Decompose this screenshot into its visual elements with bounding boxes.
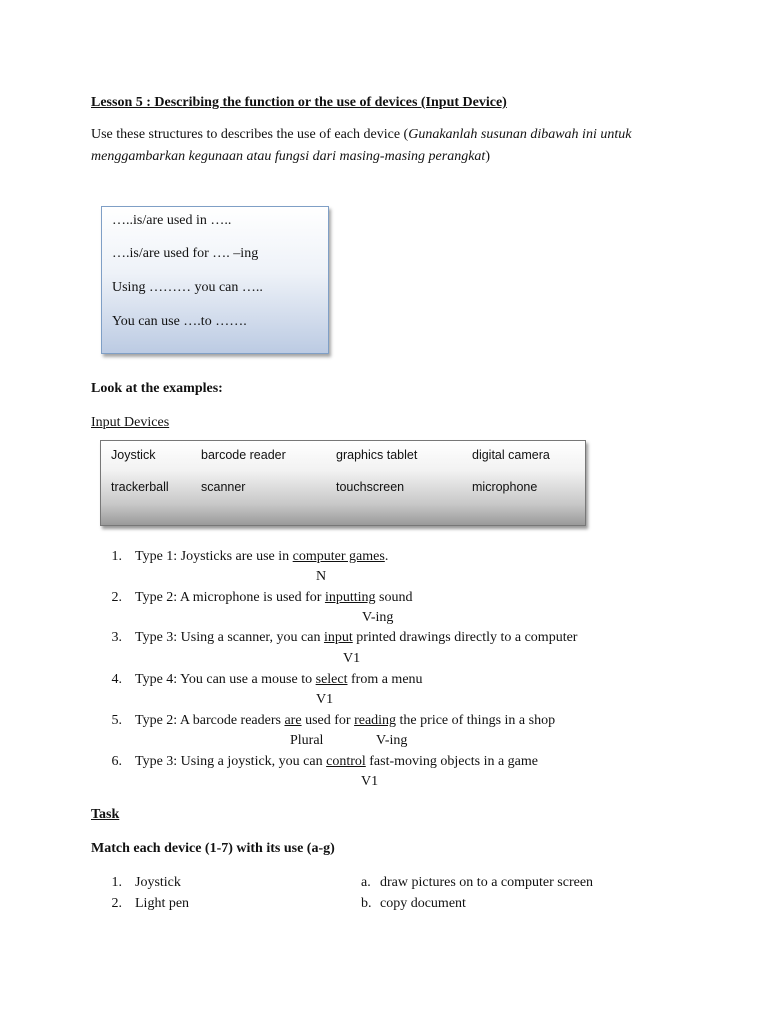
list-number: 1.	[111, 549, 122, 564]
structure-line: You can use ….to …….	[112, 314, 247, 329]
device-cell: digital camera	[472, 448, 550, 462]
example-underlined: control	[326, 754, 366, 769]
list-number: 1.	[111, 875, 122, 890]
structure-line: Using ……… you can …..	[112, 280, 263, 295]
lesson-heading: Lesson 5 : Describing the function or the use of devices (Input Device)	[91, 95, 507, 110]
examples-heading: Look at the examples:	[91, 381, 223, 396]
example-text: used for	[301, 713, 355, 728]
intro-line-1	[91, 127, 631, 143]
list-number: 4.	[111, 672, 122, 687]
intro-text: Use these structures to describes the use of each device (	[91, 127, 409, 142]
device-cell: trackerball	[111, 480, 169, 494]
match-use: draw pictures on to a computer screen	[380, 875, 594, 890]
list-number: 2.	[111, 590, 122, 605]
example-sentence	[135, 754, 538, 770]
example-underlined: inputting	[324, 590, 376, 605]
list-number: 5.	[111, 713, 122, 728]
example-text: Type 2: A barcode readers	[135, 713, 285, 728]
word-class-tag: V-ing	[362, 610, 394, 625]
word-class-tag: V1	[361, 774, 379, 789]
devices-box	[100, 440, 586, 526]
example-underlined: reading	[354, 713, 397, 728]
example-underlined: select	[315, 672, 348, 687]
match-use: copy document	[380, 896, 466, 911]
word-class-tag: V1	[343, 651, 361, 666]
example-text: Type 3: Using a joystick, you can	[135, 754, 327, 769]
intro-close: )	[485, 149, 490, 164]
example-text: Type 3: Using a scanner, you can	[135, 630, 324, 645]
example-underlined: are	[284, 713, 302, 728]
structures-box	[101, 206, 329, 354]
example-text: Type 2: A microphone is used for	[135, 590, 325, 605]
match-device: Joystick	[135, 875, 181, 890]
match-device: Light pen	[135, 896, 190, 911]
example-sentence	[135, 713, 555, 729]
example-text: printed drawings directly to a computer	[352, 630, 578, 645]
match-letter: b.	[361, 896, 372, 911]
list-number: 2.	[111, 896, 122, 911]
device-cell: barcode reader	[201, 448, 286, 462]
match-letter: a.	[361, 875, 371, 890]
example-sentence	[135, 590, 412, 606]
example-text: Type 1: Joysticks are use in	[135, 549, 293, 564]
structure-line: …..is/are used in …..	[112, 213, 232, 228]
list-number: 3.	[111, 630, 122, 645]
match-heading: Match each device (1-7) with its use (a-g)	[91, 841, 335, 856]
device-cell: graphics tablet	[336, 448, 418, 462]
intro-line-2	[91, 149, 490, 165]
example-text: from a menu	[347, 672, 423, 687]
device-cell: touchscreen	[336, 480, 405, 494]
example-text: Type 4: You can use a mouse to	[135, 672, 316, 687]
example-underlined: input	[323, 630, 353, 645]
list-number: 6.	[111, 754, 122, 769]
example-text: the price of things in a shop	[396, 713, 556, 728]
word-class-tag: N	[316, 569, 327, 584]
example-sentence	[135, 630, 577, 646]
word-class-tag: Plural	[290, 733, 324, 748]
example-sentence	[135, 549, 388, 565]
task-heading: Task	[91, 807, 120, 822]
word-class-tag: V1	[316, 692, 334, 707]
example-text: fast-moving objects in a game	[365, 754, 538, 769]
example-text: .	[384, 549, 389, 564]
example-text: sound	[375, 590, 413, 605]
structure-line: ….is/are used for …. –ing	[112, 246, 259, 261]
intro-italic-1: Gunakanlah susunan dibawah ini untuk	[408, 127, 632, 142]
example-sentence	[135, 672, 423, 688]
device-cell: microphone	[472, 480, 538, 494]
device-cell: Joystick	[111, 448, 156, 462]
device-cell: scanner	[201, 480, 246, 494]
intro-italic-2: menggambarkan kegunaan atau fungsi dari masing-masing perangkat	[91, 149, 486, 164]
word-class-tag: V-ing	[376, 733, 408, 748]
input-devices-heading: Input Devices	[91, 415, 170, 430]
example-underlined: computer games	[292, 549, 385, 564]
